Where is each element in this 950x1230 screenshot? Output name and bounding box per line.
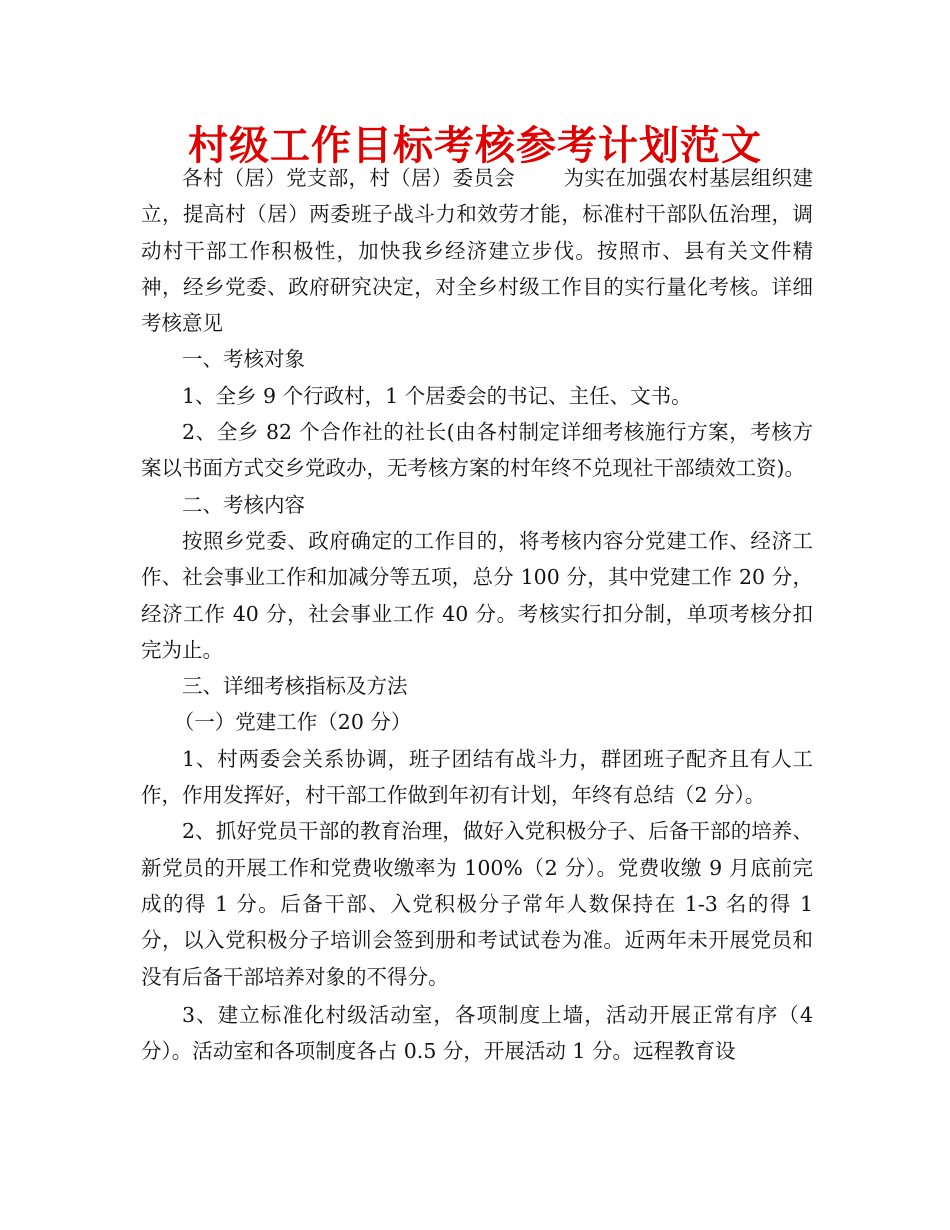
paragraph-item: 1、村两委会关系协调，班子团结有战斗力，群团班子配齐且有人工作，作用发挥好，村干部工作做到年初有计划，年终有总结（2 分）。: [141, 746, 813, 808]
paragraph-item: 2、抓好党员干部的教育治理，做好入党积极分子、后备干部的培养、新党员的开展工作和党费收缴率为 100%（2 分）。党费收缴 9 月底前完成的得 1 分。后备干部、入党积极分子常年人数保持在 1-3 名的得 1 分，以入党积极分子培训会签到册和考试试卷为准。近两年未开展党员和没有后备干部培养对象的不得分。: [141, 819, 813, 989]
document-title: 村级工作目标考核参考计划范文: [188, 123, 762, 169]
paragraph-item: 3、建立标准化村级活动室，各项制度上墙，活动开展正常有序（4 分）。活动室和各项制度各占 0.5 分，开展活动 1 分。远程教育设: [141, 1002, 813, 1064]
heading-subsection-1: （一）党建工作（20 分）: [173, 710, 412, 735]
heading-section-1: 一、考核对象: [182, 347, 305, 372]
paragraph-item: 2、全乡 82 个合作社的社长(由各村制定详细考核施行方案，考核方案以书面方式交乡党政办，无考核方案的村年终不兑现社干部绩效工资)。: [141, 420, 813, 481]
heading-section-3: 三、详细考核指标及方法: [182, 674, 408, 699]
heading-section-2: 二、考核内容: [182, 492, 305, 517]
paragraph-item: 1、全乡 9 个行政村，1 个居委会的书记、主任、文书。: [182, 383, 692, 408]
paragraph-content: 按照乡党委、政府确定的工作目的，将考核内容分党建工作、经济工作、社会事业工作和加减分等五项，总分 100 分，其中党建工作 20 分，经济工作 40 分，社会事业工作 40 分。考核实行扣分制，单项考核分扣完为止。: [141, 528, 813, 662]
document-body: [141, 160, 813, 1069]
paragraph-intro: 各村（居）党支部，村（居）委员会 为实在加强农村基层组织建立，提高村（居）两委班子战斗力和效劳才能，标准村干部队伍治理，调动村干部工作积极性，加快我乡经济建立步伐。按照市、县有关文件精神，经乡党委、政府研究决定，对全乡村级工作目的实行量化考核。详细考核意见: [141, 166, 813, 336]
